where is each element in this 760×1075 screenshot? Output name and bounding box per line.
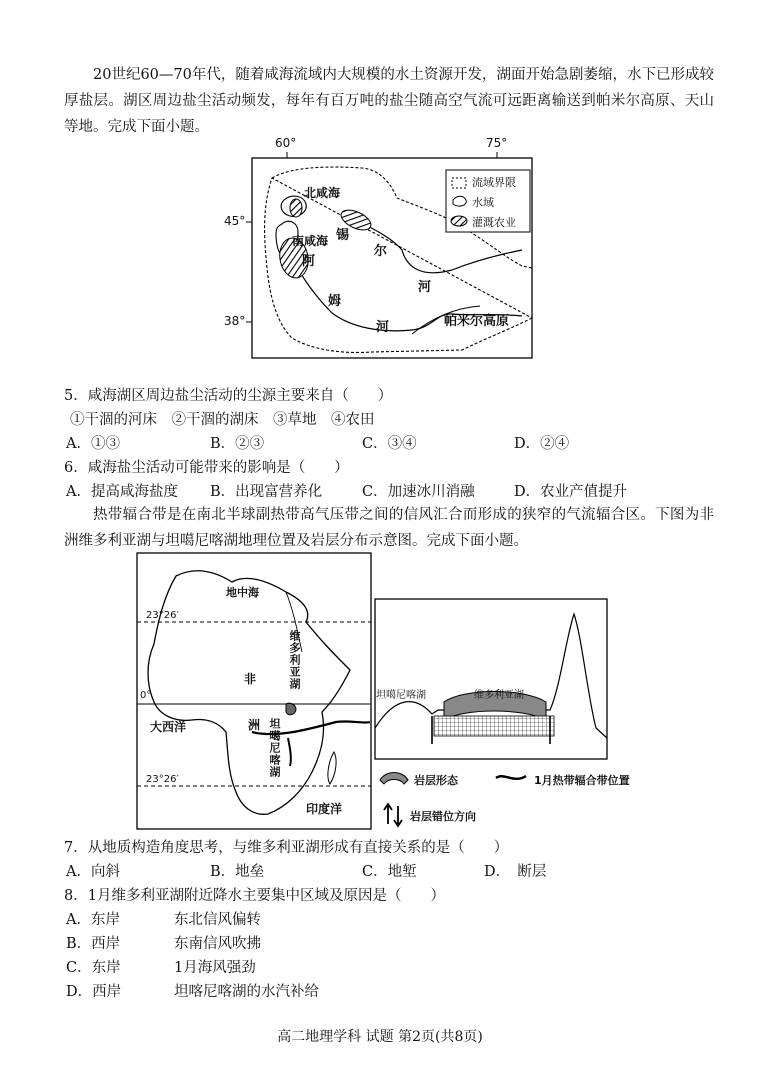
section-svg xyxy=(374,598,608,760)
q8-options xyxy=(64,908,714,1004)
q8-option-d[interactable]: D．西岸 xyxy=(66,984,122,1000)
q6-option-c[interactable]: C．加速冰川消融 xyxy=(362,484,475,500)
tropic-cancer-label: 23°26′ xyxy=(146,610,179,621)
q6-stem: 6．咸海盐尘活动可能带来的影响是（ ） xyxy=(64,460,349,476)
q5-option-c[interactable]: C．③④ xyxy=(362,436,417,452)
rock-section-diagram xyxy=(374,598,608,760)
legend-basin-label: 流域界限 xyxy=(472,176,516,189)
syr-river-char2: 尔 xyxy=(374,244,388,259)
q6-option-a[interactable]: A．提高咸海盐度 xyxy=(66,484,178,500)
legend-water-label: 水域 xyxy=(472,196,494,209)
q5-option-a[interactable]: A．①③ xyxy=(66,436,120,452)
q7-options xyxy=(64,860,714,884)
africa-legend xyxy=(378,768,668,828)
q8-option-d-reason: 坦喀尼喀湖的水汽补给 xyxy=(174,984,319,1000)
atlantic-label: 大西洋 xyxy=(150,720,187,734)
amu-river-char2: 姆 xyxy=(328,294,342,309)
legend-itcz: 1月热带辐合带位置 xyxy=(534,774,630,787)
north-aral-label: 北咸海 xyxy=(304,186,341,200)
africa-char2: 洲 xyxy=(248,718,261,732)
legend-rock-form: 岩层形态 xyxy=(414,774,458,787)
lat-38-label: 38° xyxy=(224,314,246,328)
legend-fault-direction: 岩层错位方向 xyxy=(410,810,476,823)
syr-river-char3: 河 xyxy=(418,280,432,295)
pamir-label: 帕米尔高原 xyxy=(444,314,510,329)
q6-option-b[interactable]: B．出现富营养化 xyxy=(210,484,323,500)
q7-option-c[interactable]: C．地堑 xyxy=(362,864,417,880)
lon-60-label: 60° xyxy=(275,136,297,150)
q5-option-d[interactable]: D．②④ xyxy=(514,436,570,452)
lon-75-label: 75° xyxy=(486,136,508,150)
q8-option-c-reason: 1月海风强劲 xyxy=(174,960,256,976)
indian-ocean-label: 印度洋 xyxy=(306,802,343,816)
mediterranean-label: 地中海 xyxy=(226,586,259,599)
tanganyika-map-label: 坦噶尼喀湖 xyxy=(268,718,281,778)
amu-river-char3: 河 xyxy=(376,320,390,335)
section-tanganyika-label: 坦噶尼喀湖 xyxy=(376,690,426,701)
q8-option-c[interactable]: C．东岸 xyxy=(66,960,121,976)
amu-river-char1: 阿 xyxy=(302,254,316,269)
intro-itcz: 热带辐合带是在南北半球副热带高气压带之间的信风汇合而形成的狭窄的气流辐合区。下图为非洲维多利亚湖与坦噶尼喀湖地理位置及岩层分布示意图。完成下面小题。 xyxy=(64,507,714,549)
q8-option-b[interactable]: B．西岸 xyxy=(66,936,121,952)
q5-option-b[interactable]: B．②③ xyxy=(210,436,265,452)
intro-aral: 20世纪60—70年代，随着咸海流域内大规模的水土资源开发，湖面开始急剧萎缩，水下已形成较厚盐层。湖区周边盐尘活动频发，每年有百万吨的盐尘随高空气流可远距离输送到帕米尔高原、天山等地。完成下面小题。 xyxy=(64,67,714,135)
page-footer: 高二地理学科 试题 第2页(共8页) xyxy=(277,1029,483,1045)
q5-options xyxy=(64,432,714,456)
syr-river-char1: 锡 xyxy=(336,228,350,243)
q6-options xyxy=(64,480,714,504)
q7-option-a[interactable]: A．向斜 xyxy=(66,864,120,880)
q5-stem: 5．咸海湖区周边盐尘活动的尘源主要来自（ ） xyxy=(64,388,393,404)
q8-option-a-reason: 东北信风偏转 xyxy=(174,912,261,928)
aral-basin-map xyxy=(222,138,542,378)
legend-farm-label: 灌溉农业 xyxy=(472,216,516,229)
africa-map xyxy=(136,552,372,830)
q8-stem: 8．1月维多利亚湖附近降水主要集中区域及原因是（ ） xyxy=(64,888,445,904)
q8-option-a[interactable]: A．东岸 xyxy=(66,912,120,928)
victoria-map-label: 维多利亚湖 xyxy=(288,630,301,690)
q5-items: ①干涸的河床 ②干涸的湖床 ③草地 ④农田 xyxy=(70,412,375,428)
south-aral-label: 南咸海 xyxy=(292,234,329,248)
lat-45-label: 45° xyxy=(224,214,246,228)
q8-option-b-reason: 东南信风吹拂 xyxy=(174,936,261,952)
q7-option-d[interactable]: D． 断层 xyxy=(484,864,547,880)
section-victoria-label: 维多利亚湖 xyxy=(474,690,524,701)
q7-stem: 7．从地质构造角度思考，与维多利亚湖形成有直接关系的是（ ） xyxy=(64,840,509,856)
tropic-capricorn-label: 23°26′ xyxy=(146,774,179,785)
q7-option-b[interactable]: B．地垒 xyxy=(210,864,265,880)
q6-option-d[interactable]: D．农业产值提升 xyxy=(514,484,628,500)
equator-label: 0° xyxy=(140,690,152,701)
africa-char1: 非 xyxy=(244,672,257,686)
